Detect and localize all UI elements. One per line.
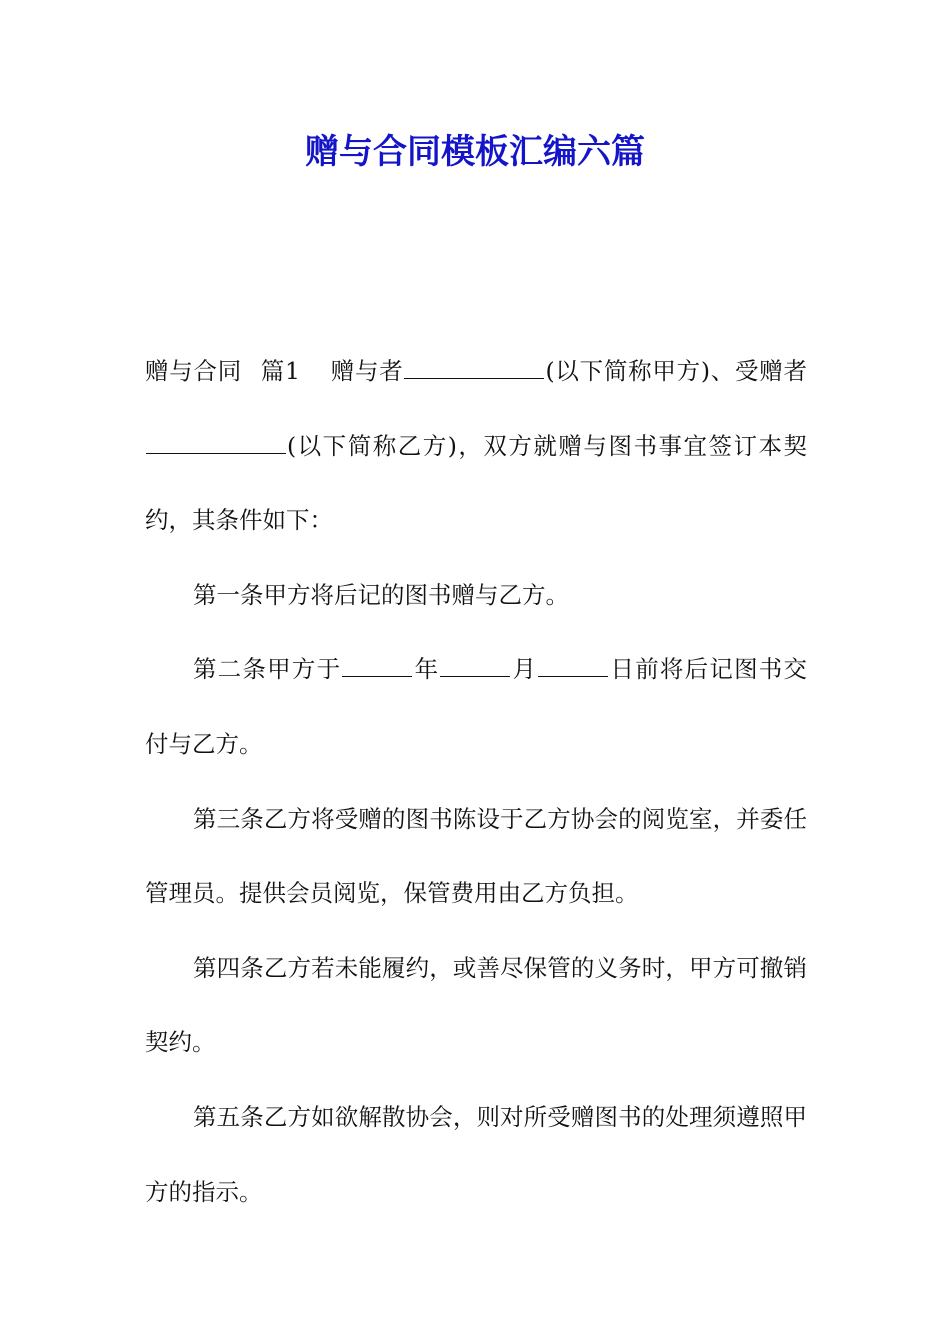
month-blank <box>440 654 510 677</box>
heading-label: 赠与合同 <box>145 357 242 385</box>
clause-1: 第一条甲方将后记的图书赠与乙方。 <box>193 580 569 609</box>
document-body <box>145 334 807 1229</box>
recipient-blank <box>146 431 286 454</box>
clause-2-text-a: 第二条甲方于 <box>193 655 342 684</box>
year-label: 年 <box>413 655 440 684</box>
intro-text-b: (以下简称甲方)、受赠者 <box>545 357 808 385</box>
intro-text-a: 赠与者 <box>329 357 404 385</box>
intro-text-c: (以下简称乙方)，双方就赠与图书事宜签订本契约，其条件如下： <box>145 431 807 535</box>
document-title: 赠与合同模板汇编六篇 <box>305 132 645 172</box>
year-blank <box>342 654 412 677</box>
day-blank <box>538 654 608 677</box>
clause-4: 第四条乙方若未能履约，或善尽保管的义务时，甲方可撤销契约。 <box>145 953 807 1057</box>
clause-3: 第三条乙方将受赠的图书陈设于乙方协会的阅览室，并委任管理员。提供会员阅览，保管费用由乙方负担。 <box>145 804 807 908</box>
clause-2 <box>145 632 807 781</box>
donor-blank <box>404 356 544 379</box>
clause-5: 第五条乙方如欲解散协会，则对所受赠图书的处理须遵照甲方的指示。 <box>145 1102 807 1206</box>
part-label: 篇1 <box>260 357 300 385</box>
clause-2-text-b: 日前将后记图书交付与乙方。 <box>145 655 808 758</box>
month-label: 月 <box>511 655 538 684</box>
intro-paragraph <box>145 334 807 558</box>
